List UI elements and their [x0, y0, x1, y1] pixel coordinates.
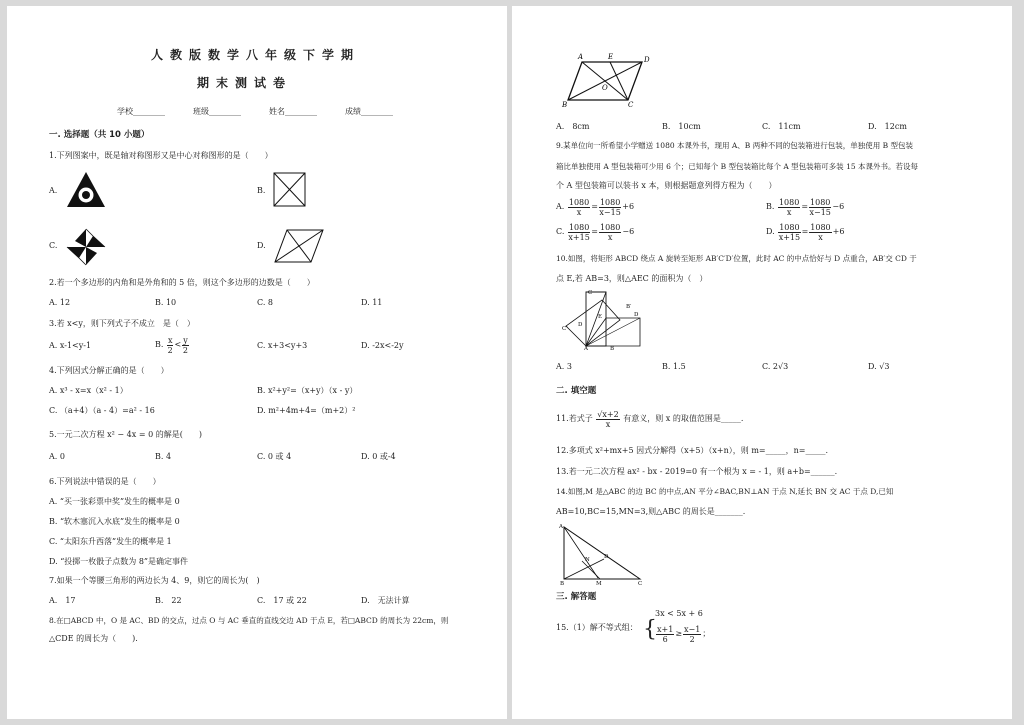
- svg-text:B: B: [560, 581, 565, 586]
- q4-option-d: D. m²+4m+4=（m+2）²: [257, 406, 356, 415]
- q2-option-b: B. 10: [155, 298, 177, 307]
- svg-text:B: B: [610, 346, 615, 350]
- svg-text:N: N: [585, 557, 590, 563]
- q7-option-a: A. 17: [49, 596, 76, 605]
- q7-option-d: D. 无法计算: [361, 596, 410, 605]
- right-page: [512, 6, 1012, 719]
- q11-stem: 11.若式子 $\frac{√x+2}{x}$ 有意义，则 x 的取值范围是_____.: [556, 409, 744, 429]
- q6-option-c: C. “太阳东升西落”发生的概率是 1: [49, 537, 172, 546]
- q3-option-d: D. -2x<-2y: [361, 341, 404, 350]
- q10-rotated-rectangle-figure: [556, 286, 646, 350]
- q7-option-b: B. 22: [155, 596, 182, 605]
- q3-option-c: C. x+3<y+3: [257, 341, 308, 350]
- q14-stem-line1: 14.如图,M 是△ABC 的边 BC 的中点,AN 平分∠BAC,BN⊥AN 于点 N,延长 BN 交 AC 于点 D,已知: [556, 487, 894, 496]
- fig8-label-e: E: [608, 53, 614, 61]
- q1-figure-b: [273, 172, 307, 208]
- q8-option-d: D. 12cm: [868, 122, 907, 131]
- fig8-label-d: D: [644, 56, 650, 64]
- svg-text:A: A: [559, 524, 563, 530]
- svg-text:C′: C′: [562, 326, 568, 332]
- q10-option-c: C. 2√3: [762, 362, 789, 371]
- q6-option-a: A. “买一张彩票中奖”发生的概率是 0: [49, 497, 180, 506]
- fig8-label-a: A: [578, 53, 584, 61]
- q8-option-c: C. 11cm: [762, 122, 801, 131]
- left-brace: {: [643, 617, 657, 642]
- q14-stem-line2: AB=10,BC=15,MN=3,则△ABC 的周长是_______.: [556, 507, 746, 516]
- q2-option-d: D. 11: [361, 298, 383, 307]
- q6-option-d: D. “投掷一枚骰子点数为 8”是确定事件: [49, 557, 189, 566]
- score-field: 成绩________: [345, 107, 393, 116]
- section-heading-choice: 一. 选择题（共 10 小题）: [49, 130, 150, 140]
- q15-inequality-2: $\frac{x+1}{6}$ ≥ $\frac{x-1}{2}$ ；: [657, 624, 711, 644]
- fraction: $\frac{1080}{x-15}$: [809, 197, 831, 217]
- q4-option-c: C. （a+4）（a - 4）=a² - 16: [49, 406, 155, 415]
- name-field: 姓名________: [269, 107, 317, 116]
- fraction: $\frac{x}{2}$: [167, 335, 173, 355]
- q5-option-a: A. 0: [49, 452, 65, 461]
- q1-figure-c: [65, 227, 107, 267]
- q9-stem-line1: 9.某单位向一所希望小学赠送 1080 本课外书，现用 A、B 两种不同的包装箱进行包装，单独使用 B 型包装: [556, 141, 913, 150]
- q9-option-b: B. $\frac{1080}{x}$ = $\frac{1080}{x-15}$ −6: [766, 197, 845, 217]
- svg-text:E: E: [598, 314, 603, 320]
- fraction: $\frac{1080}{x}$: [778, 197, 800, 217]
- q9-stem-line2: 箱比单独使用 A 型包装箱可少用 6 个；已知每个 B 型包装箱比每个 A 型包装箱可多装 15 本课外书。若设每: [556, 162, 918, 171]
- q13-stem: 13.若一元二次方程 ax² - bx - 2019=0 有一个根为 x = - 1，则 a+b=______.: [556, 467, 838, 476]
- q8-stem-line2: △CDE 的周长为（ ).: [49, 634, 138, 643]
- q1-figure-a: [65, 170, 107, 210]
- section-heading-fill: 二. 填空题: [556, 386, 597, 396]
- section-heading-answer: 三. 解答题: [556, 592, 597, 602]
- q6-stem: 6.下列说法中错误的是（ ）: [49, 477, 161, 486]
- fig8-label-o: O: [602, 84, 608, 92]
- fraction: $\frac{1080}{x-15}$: [599, 197, 621, 217]
- q9-stem-line3: 个 A 型包装箱可以装书 x 本，则根据题意列得方程为（ ）: [556, 181, 777, 190]
- class-field: 班级________: [193, 107, 241, 116]
- fraction: $\frac{1080}{x}$: [600, 222, 621, 242]
- q3-stem: 3.若 x<y，则下列式子不成立 是（ ）: [49, 319, 195, 328]
- svg-text:D: D: [604, 554, 609, 560]
- q7-option-c: C. 17 或 22: [257, 596, 307, 605]
- svg-text:D: D: [634, 312, 639, 318]
- svg-text:B′: B′: [626, 304, 632, 310]
- q14-triangle-figure: [558, 522, 648, 586]
- q10-stem-line2: 点 E,若 AB=3，则△AEC 的面积为（ ）: [556, 274, 708, 283]
- q8-stem-line1: 8.在□ABCD 中，O 是 AC、BD 的交点，过点 O 与 AC 垂直的直线交边 AD 于点 E，若□ABCD 的周长为 22cm，则: [49, 616, 449, 625]
- q1-figure-d: [273, 228, 325, 264]
- fraction: $\frac{√x+2}{x}$: [597, 409, 619, 429]
- svg-text:A: A: [584, 346, 588, 350]
- q1-option-c-label: C.: [49, 241, 58, 250]
- q7-stem: 7.如果一个等腰三角形的两边长为 4、9，则它的周长为( ): [49, 576, 260, 585]
- q3-option-b: B. $\frac{x}{2}$ < $\frac{y}{2}$: [155, 335, 188, 355]
- q4-option-b: B. x²+y²=（x+y）（x - y）: [257, 386, 358, 395]
- q1-option-d-label: D.: [257, 241, 266, 250]
- q10-option-d: D. √3: [868, 362, 890, 371]
- fraction: $\frac{x-1}{2}$: [684, 624, 701, 644]
- q4-option-a: A. x³ - x=x（x² - 1）: [49, 386, 128, 395]
- q2-option-c: C. 8: [257, 298, 274, 307]
- q12-stem: 12.多项式 x²+mx+5 因式分解得（x+5）（x+n），则 m=_____，n=_____.: [556, 446, 829, 455]
- q1-option-a-label: A.: [49, 186, 58, 195]
- q9-option-a: A. $\frac{1080}{x}$ = $\frac{1080}{x-15}$ +6: [556, 197, 635, 217]
- q15-inequality-1: 3x < 5x + 6: [655, 609, 703, 618]
- fraction: $\frac{1080}{x}$: [810, 222, 831, 242]
- q6-option-b: B. “软木塞沉入水底”发生的概率是 0: [49, 517, 180, 526]
- q1-stem: 1.下列图案中，既是轴对称图形又是中心对称图形的是（ ）: [49, 151, 273, 160]
- q2-stem: 2.若一个多边形的内角和是外角和的 5 倍，则这个多边形的边数是（ ）: [49, 278, 315, 287]
- q5-stem: 5.一元二次方程 x² − 4x = 0 的解是( ): [49, 430, 202, 439]
- exam-title-line1: 人教版数学八年级下学期: [151, 48, 361, 62]
- q3-option-a: A. x-1<y-1: [49, 341, 92, 350]
- fraction: $\frac{y}{2}$: [182, 335, 188, 355]
- left-page: [7, 6, 507, 719]
- fraction: $\frac{x+1}{6}$: [657, 624, 674, 644]
- q5-option-c: C. 0 或 4: [257, 452, 292, 461]
- fig8-label-c: C: [628, 101, 634, 108]
- q2-option-a: A. 12: [49, 298, 71, 307]
- q5-option-d: D. 0 或-4: [361, 452, 396, 461]
- q10-stem-line1: 10.如图，将矩形 ABCD 绕点 A 旋转至矩形 AB′C′D′位置，此时 AC 的中点恰好与 D 点重合，AB′交 CD 于: [556, 254, 917, 263]
- q9-option-d: D. $\frac{1080}{x+15}$ = $\frac{1080}{x}$ +6: [766, 222, 845, 242]
- q8-option-a: A. 8cm: [556, 122, 590, 131]
- q5-option-b: B. 4: [155, 452, 172, 461]
- svg-text:C: C: [638, 581, 643, 586]
- q8-parallelogram-figure: [560, 48, 650, 108]
- q15-stem: 15.（1）解不等式组：: [556, 623, 638, 632]
- q9-option-c: C. $\frac{1080}{x+15}$ = $\frac{1080}{x}$ −6: [556, 222, 635, 242]
- fraction: $\frac{1080}{x+15}$: [778, 222, 801, 242]
- fraction: $\frac{1080}{x+15}$: [568, 222, 590, 242]
- svg-text:M: M: [596, 581, 602, 586]
- q4-stem: 4.下列因式分解正确的是（ ）: [49, 366, 169, 375]
- svg-text:C: C: [588, 290, 593, 296]
- fig8-label-b: B: [562, 101, 568, 108]
- svg-text:D: D: [578, 322, 583, 328]
- q10-option-a: A. 3: [556, 362, 572, 371]
- fraction: $\frac{1080}{x}$: [568, 197, 590, 217]
- school-field: 学校________: [117, 107, 165, 116]
- q1-option-b-label: B.: [257, 186, 266, 195]
- q10-option-b: B. 1.5: [662, 362, 686, 371]
- exam-title-line2: 期末测试卷: [197, 76, 293, 90]
- q8-option-b: B. 10cm: [662, 122, 701, 131]
